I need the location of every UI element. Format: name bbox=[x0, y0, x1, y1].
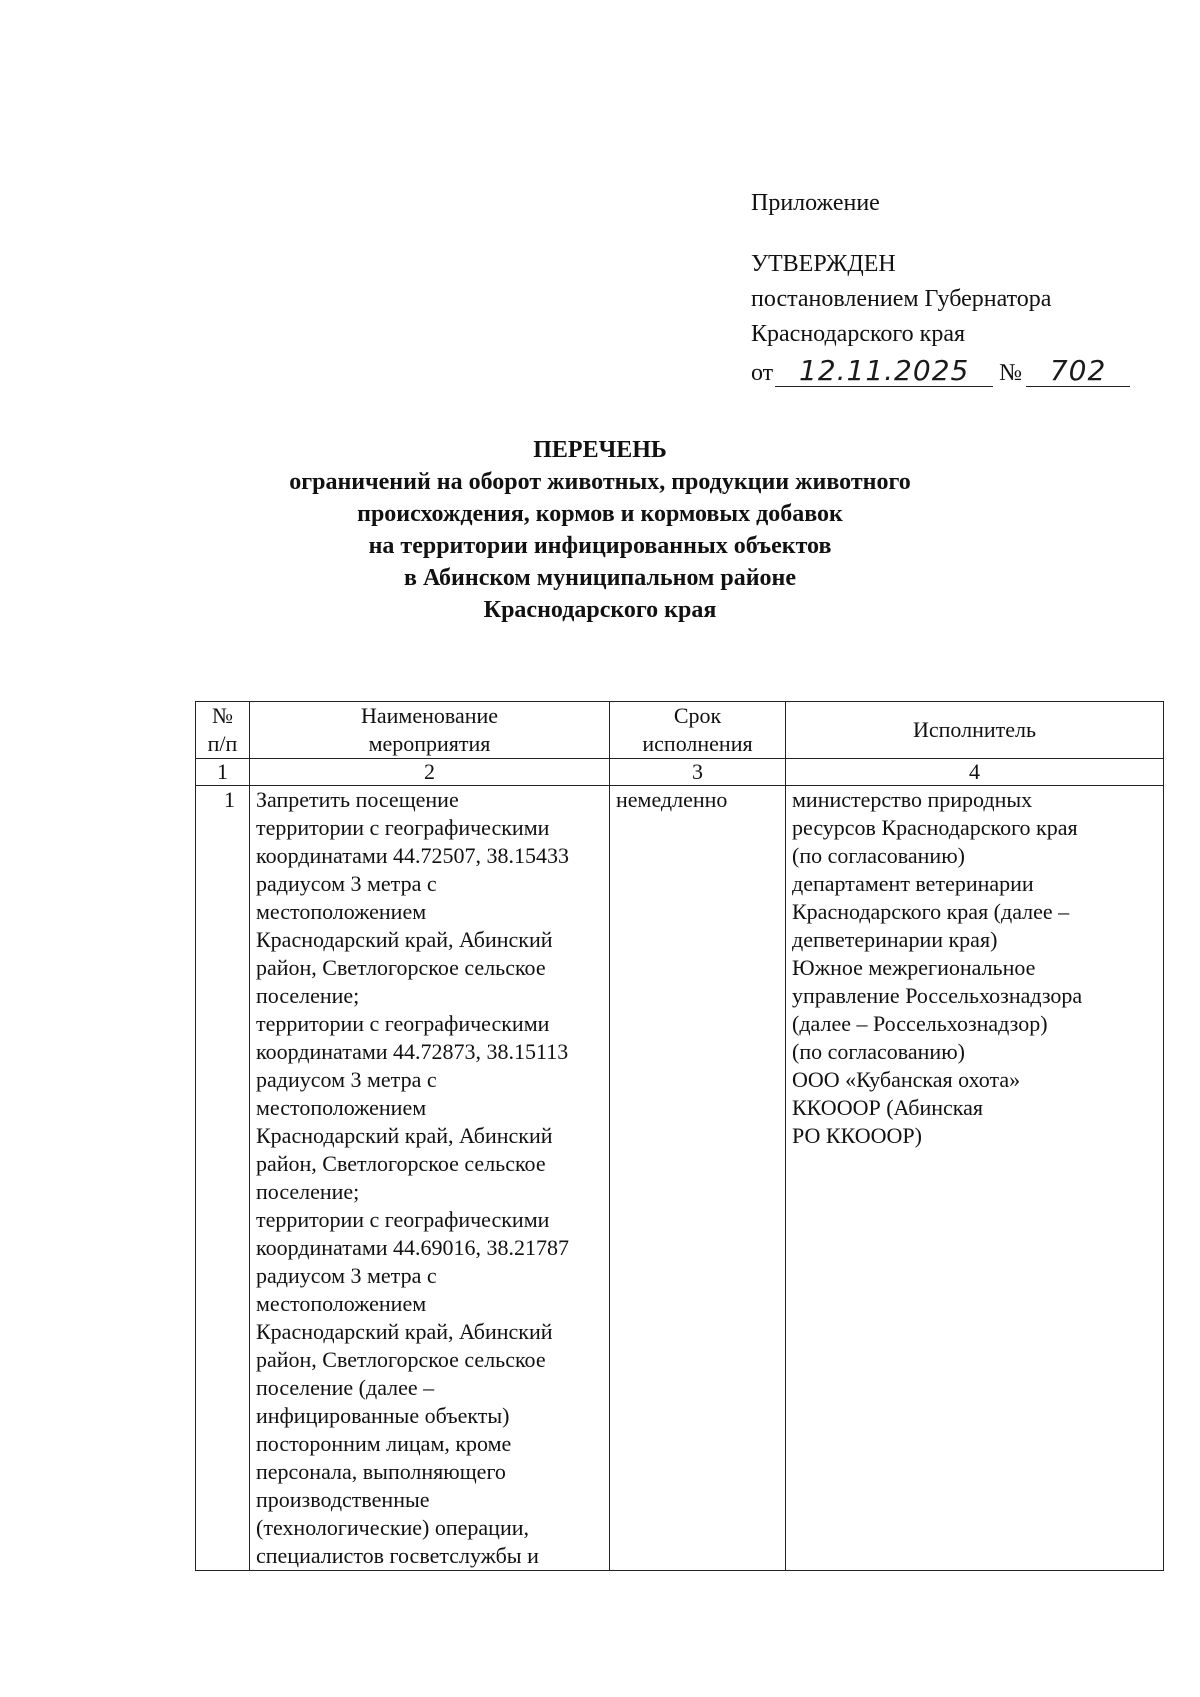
measure-line-14: район, Светлогорское сельское bbox=[256, 1151, 546, 1176]
header-executor bbox=[786, 702, 1164, 759]
measure-line-23: инфицированные объекты) bbox=[256, 1403, 510, 1428]
measure-line-16: территории с географическими bbox=[256, 1207, 550, 1232]
approved-by-line-1: постановлением Губернатора bbox=[751, 286, 1052, 312]
executor-line-6: депветеринарии края) bbox=[792, 927, 998, 952]
measure-line-26: производственные bbox=[256, 1487, 430, 1512]
measure-line-25: персонала, выполняющего bbox=[256, 1459, 506, 1484]
handwritten-number: 702 bbox=[1026, 356, 1130, 387]
date-prefix: от bbox=[751, 360, 774, 386]
measure-line-6: Краснодарский край, Абинский bbox=[256, 927, 553, 952]
measure-line-28: специалистов госветслужбы и bbox=[256, 1543, 539, 1568]
approved-label: УТВЕРЖДЕН bbox=[751, 251, 896, 277]
title-heading: ПЕРЕЧЕНЬ bbox=[533, 437, 667, 463]
measures-table bbox=[195, 701, 1164, 1571]
executor-line-9: (далее – Россельхознадзор) bbox=[792, 1011, 1048, 1036]
header-number bbox=[196, 702, 250, 759]
measure-line-7: район, Светлогорское сельское bbox=[256, 955, 546, 980]
header-measure-line-2: мероприятия bbox=[368, 731, 491, 756]
executor-line-11: ООО «Кубанская охота» bbox=[792, 1067, 1021, 1092]
header-deadline-line-2: исполнения bbox=[642, 731, 753, 756]
row-number: 1 bbox=[196, 786, 250, 1571]
number-sign: № bbox=[999, 360, 1023, 386]
column-number-3: 3 bbox=[610, 759, 786, 786]
executor-line-1: министерство природных bbox=[792, 787, 1033, 812]
column-number-row bbox=[196, 759, 1164, 786]
executor-line-3: (по согласованию) bbox=[792, 843, 965, 868]
header-measure-line-1: Наименование bbox=[360, 703, 499, 728]
measure-line-1: Запретить посещение bbox=[256, 787, 459, 812]
column-number-2: 2 bbox=[250, 759, 610, 786]
executor-line-8: управление Россельхознадзора bbox=[792, 983, 1083, 1008]
row-deadline: немедленно bbox=[610, 786, 786, 1571]
measure-line-5: местоположением bbox=[256, 899, 427, 924]
column-number-4: 4 bbox=[786, 759, 1164, 786]
measure-line-8: поселение; bbox=[256, 983, 360, 1008]
executor-line-13: РО ККОООР) bbox=[792, 1123, 922, 1148]
measure-line-11: радиусом 3 метра с bbox=[256, 1067, 437, 1092]
row-executor bbox=[786, 786, 1164, 1571]
title-line-1: ограничений на оборот животных, продукции животного bbox=[289, 469, 911, 495]
measure-line-15: поселение; bbox=[256, 1179, 360, 1204]
title-line-4: в Абинском муниципальном районе bbox=[403, 565, 796, 591]
header-number-line-2: п/п bbox=[207, 731, 238, 756]
executor-line-7: Южное межрегиональное bbox=[792, 955, 1036, 980]
document-title bbox=[150, 434, 1050, 626]
measure-line-27: (технологические) операции, bbox=[256, 1515, 529, 1540]
date-number-row bbox=[751, 356, 1171, 391]
executor-line-4: департамент ветеринарии bbox=[792, 871, 1034, 896]
row-measure bbox=[250, 786, 610, 1571]
measure-line-2: территории с географическими bbox=[256, 815, 550, 840]
column-number-1: 1 bbox=[196, 759, 250, 786]
measure-line-24: посторонним лицам, кроме bbox=[256, 1431, 512, 1456]
executor-line-2: ресурсов Краснодарского края bbox=[792, 815, 1078, 840]
measure-line-12: местоположением bbox=[256, 1095, 427, 1120]
header-number-line-1: № bbox=[212, 703, 233, 728]
measure-line-18: радиусом 3 метра с bbox=[256, 1263, 437, 1288]
title-line-3: на территории инфицированных объектов bbox=[368, 533, 832, 559]
approval-block bbox=[751, 186, 1171, 391]
measure-line-21: район, Светлогорское сельское bbox=[256, 1347, 546, 1372]
header-measure bbox=[250, 702, 610, 759]
measure-line-9: территории с географическими bbox=[256, 1011, 550, 1036]
measure-line-4: радиусом 3 метра с bbox=[256, 871, 437, 896]
measure-line-17: координатами 44.69016, 38.21787 bbox=[256, 1235, 570, 1260]
header-deadline-line-1: Срок bbox=[673, 703, 722, 728]
handwritten-date: 12.11.2025 bbox=[775, 356, 993, 387]
executor-line-10: (по согласованию) bbox=[792, 1039, 965, 1064]
measure-line-19: местоположением bbox=[256, 1291, 427, 1316]
title-line-5: Краснодарского края bbox=[483, 597, 717, 623]
header-deadline bbox=[610, 702, 786, 759]
measure-line-13: Краснодарский край, Абинский bbox=[256, 1123, 553, 1148]
appendix-label: Приложение bbox=[751, 190, 880, 216]
executor-line-5: Краснодарского края (далее – bbox=[792, 899, 1070, 924]
measure-line-20: Краснодарский край, Абинский bbox=[256, 1319, 553, 1344]
measure-line-3: координатами 44.72507, 38.15433 bbox=[256, 843, 570, 868]
table-header-row bbox=[196, 702, 1164, 759]
table-row bbox=[196, 786, 1164, 1571]
executor-line-12: ККОООР (Абинская bbox=[792, 1095, 984, 1120]
header-executor-line-1: Исполнитель bbox=[912, 717, 1037, 742]
measure-line-22: поселение (далее – bbox=[256, 1375, 435, 1400]
title-line-2: происхождения, кормов и кормовых добавок bbox=[357, 501, 843, 527]
approved-by-line-2: Краснодарского края bbox=[751, 321, 966, 347]
measure-line-10: координатами 44.72873, 38.15113 bbox=[256, 1039, 569, 1064]
